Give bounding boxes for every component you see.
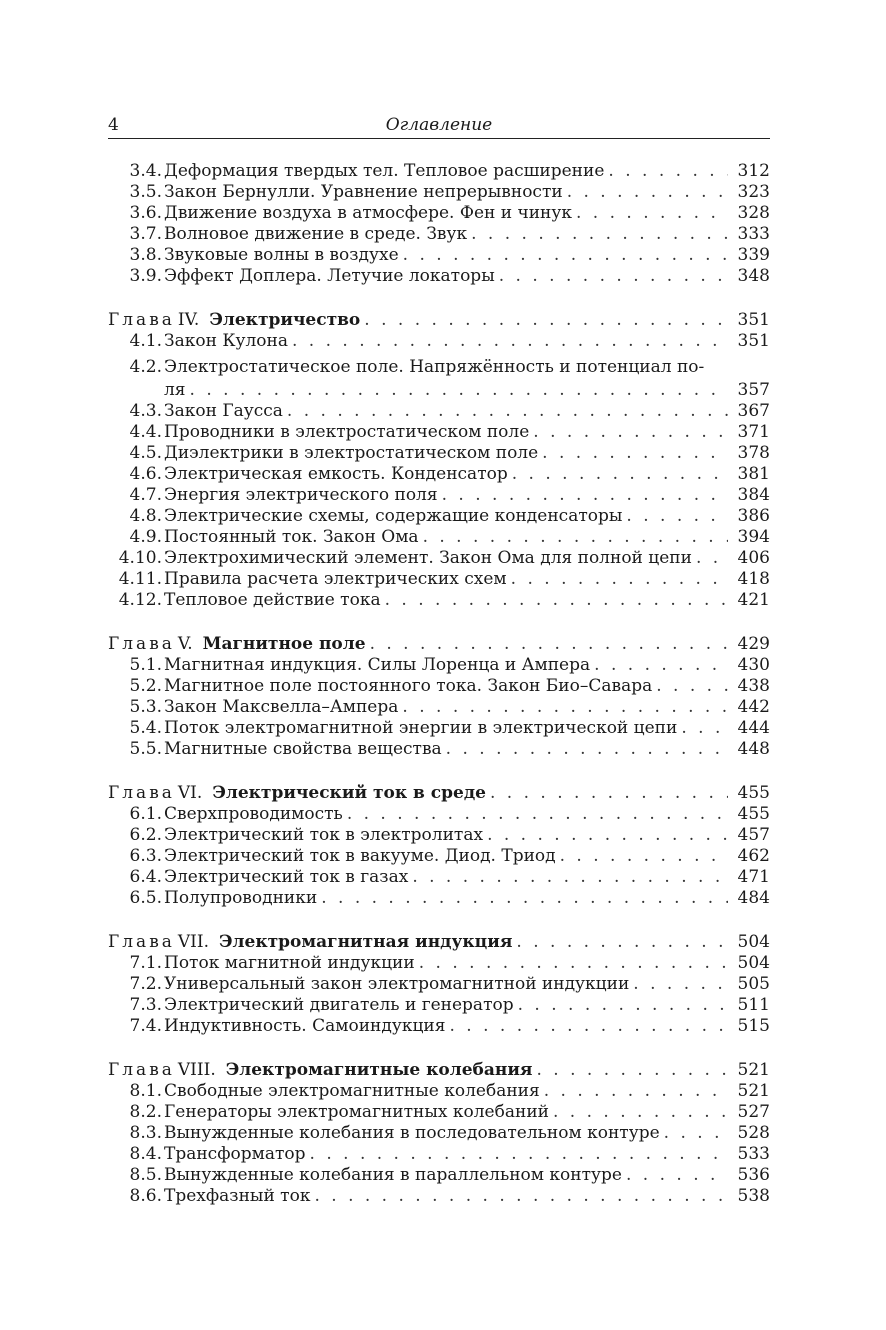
section-title: Поток магнитной индукции bbox=[164, 953, 415, 973]
section-number: 3.8. bbox=[129, 245, 162, 265]
section-number: 7.1. bbox=[129, 953, 162, 973]
toc-entry[interactable] bbox=[108, 1144, 770, 1165]
chapter-number: VII. bbox=[177, 932, 210, 952]
dot-leader bbox=[540, 1081, 728, 1102]
dot-leader bbox=[438, 485, 728, 506]
toc-entry[interactable] bbox=[108, 266, 770, 287]
section-title: Свободные электромагнитные колебания bbox=[164, 1081, 540, 1101]
section-title: Эффект Доплера. Летучие локаторы bbox=[164, 266, 495, 286]
section-number: 4.2. bbox=[129, 357, 162, 377]
toc-entry[interactable] bbox=[108, 739, 770, 760]
section-number: 6.1. bbox=[129, 804, 162, 824]
section-number: 4.8. bbox=[129, 506, 162, 526]
section-number: 6.5. bbox=[129, 888, 162, 908]
dot-leader bbox=[483, 825, 728, 846]
dot-leader bbox=[660, 1123, 728, 1144]
section-number: 8.2. bbox=[129, 1102, 162, 1122]
toc-entry[interactable] bbox=[108, 846, 770, 867]
section-number: 7.4. bbox=[129, 1016, 162, 1036]
page-reference: 538 bbox=[737, 1186, 770, 1206]
section-number: 5.2. bbox=[129, 676, 162, 696]
dot-leader bbox=[507, 569, 728, 590]
section-number: 8.3. bbox=[129, 1123, 162, 1143]
page-reference: 533 bbox=[737, 1144, 770, 1164]
page-reference: 505 bbox=[737, 974, 770, 994]
section-title: Поток электромагнитной энергии в электрической цепи bbox=[164, 718, 678, 738]
toc-entry[interactable] bbox=[108, 161, 770, 182]
chapter-label: Глава bbox=[108, 1060, 175, 1080]
section-number: 3.5. bbox=[129, 182, 162, 202]
page-reference: 406 bbox=[737, 548, 770, 568]
section-number: 5.3. bbox=[129, 697, 162, 717]
toc-entry[interactable] bbox=[108, 888, 770, 909]
section-number: 3.4. bbox=[129, 161, 162, 181]
dot-leader bbox=[512, 932, 728, 953]
toc-entry[interactable] bbox=[108, 1123, 770, 1144]
page-reference: 339 bbox=[737, 245, 770, 265]
dot-leader bbox=[288, 331, 728, 352]
page-reference: 312 bbox=[737, 161, 770, 181]
section-number: 8.4. bbox=[129, 1144, 162, 1164]
page-reference: 484 bbox=[737, 888, 770, 908]
chapter-heading[interactable] bbox=[108, 783, 770, 804]
page-reference: 384 bbox=[737, 485, 770, 505]
page-reference: 457 bbox=[737, 825, 770, 845]
running-head bbox=[108, 112, 770, 139]
toc-entry[interactable] bbox=[108, 464, 770, 485]
toc-entry[interactable] bbox=[108, 506, 770, 527]
page-reference: 333 bbox=[737, 224, 770, 244]
section-number: 4.11. bbox=[118, 569, 162, 589]
book-page bbox=[108, 112, 770, 1207]
section-title: Универсальный закон электромагнитной индукции bbox=[164, 974, 630, 994]
page-reference: 323 bbox=[737, 182, 770, 202]
chapter-label: Глава bbox=[108, 783, 175, 803]
toc-entry[interactable] bbox=[108, 182, 770, 203]
section-number: 4.4. bbox=[129, 422, 162, 442]
page-reference: 381 bbox=[737, 464, 770, 484]
toc-entry[interactable] bbox=[108, 245, 770, 266]
section-title: Диэлектрики в электростатическом поле bbox=[164, 443, 539, 463]
chapter-title: Электромагнитные колебания bbox=[225, 1060, 533, 1080]
running-title: Оглавление bbox=[385, 115, 493, 135]
chapter-number: V. bbox=[177, 634, 193, 654]
chapter-number: IV. bbox=[177, 310, 200, 330]
toc-entry[interactable] bbox=[108, 974, 770, 995]
section-title: Волновое движение в среде. Звук bbox=[164, 224, 468, 244]
toc-entry[interactable] bbox=[108, 224, 770, 245]
section-title: Генераторы электромагнитных колебаний bbox=[164, 1102, 549, 1122]
dot-leader bbox=[310, 1186, 728, 1207]
section-number: 7.3. bbox=[129, 995, 162, 1015]
dot-leader bbox=[563, 182, 728, 203]
dot-leader bbox=[529, 422, 728, 443]
dot-leader bbox=[366, 634, 728, 655]
page-reference: 429 bbox=[737, 634, 770, 654]
section-title: Полупроводники bbox=[164, 888, 318, 908]
dot-leader bbox=[604, 161, 728, 182]
section-number: 5.5. bbox=[129, 739, 162, 759]
section-title: Вынужденные колебания в параллельном контуре bbox=[164, 1165, 622, 1185]
dot-leader bbox=[486, 783, 728, 804]
page-reference: 471 bbox=[737, 867, 770, 887]
toc-entry[interactable] bbox=[108, 590, 770, 611]
section-title: Деформация твердых тел. Тепловое расширение bbox=[164, 161, 605, 181]
dot-leader bbox=[538, 443, 728, 464]
section-number: 4.12. bbox=[118, 590, 162, 610]
section-title: Электрический ток в вакууме. Диод. Триод bbox=[164, 846, 556, 866]
dot-leader bbox=[445, 1016, 728, 1037]
dot-leader bbox=[572, 203, 728, 224]
section-title: Проводники в электростатическом поле bbox=[164, 422, 530, 442]
page-reference: 448 bbox=[737, 739, 770, 759]
section-number: 5.1. bbox=[129, 655, 162, 675]
section-title: Трансформатор bbox=[164, 1144, 306, 1164]
chapter-title: Электромагнитная индукция bbox=[219, 932, 513, 952]
section-title: Электрические схемы, содержащие конденсаторы bbox=[164, 506, 623, 526]
toc-entry[interactable] bbox=[108, 825, 770, 846]
page-reference: 511 bbox=[737, 995, 770, 1015]
section-number: 4.9. bbox=[129, 527, 162, 547]
section-title: Электрическая емкость. Конденсатор bbox=[164, 464, 508, 484]
page-reference: 371 bbox=[737, 422, 770, 442]
page-number: 4 bbox=[108, 115, 119, 135]
section-number: 8.5. bbox=[129, 1165, 162, 1185]
dot-leader bbox=[622, 506, 728, 527]
chapter-heading[interactable] bbox=[108, 310, 770, 331]
page-reference: 418 bbox=[737, 569, 770, 589]
page-reference: 536 bbox=[737, 1165, 770, 1185]
toc-entry[interactable] bbox=[108, 548, 770, 569]
section-title-continued: ля bbox=[164, 380, 186, 400]
page-reference: 430 bbox=[737, 655, 770, 675]
dot-leader bbox=[381, 590, 728, 611]
section-number: 3.7. bbox=[129, 224, 162, 244]
toc-entry[interactable] bbox=[108, 697, 770, 718]
section-title: Электростатическое поле. Напряжённость и потенциал по- bbox=[164, 357, 705, 377]
toc-entry[interactable] bbox=[108, 995, 770, 1016]
dot-leader bbox=[306, 1144, 728, 1165]
dot-leader bbox=[419, 527, 728, 548]
toc-entry[interactable] bbox=[108, 804, 770, 825]
section-title: Закон Гаусса bbox=[164, 401, 283, 421]
toc-entry[interactable] bbox=[108, 203, 770, 224]
page-reference: 351 bbox=[737, 331, 770, 351]
dot-leader bbox=[652, 676, 728, 697]
toc-entry[interactable] bbox=[108, 331, 770, 352]
section-title: Закон Кулона bbox=[164, 331, 288, 351]
chapter-heading[interactable] bbox=[108, 932, 770, 953]
page-reference: 438 bbox=[737, 676, 770, 696]
section-number: 5.4. bbox=[129, 718, 162, 738]
chapter-heading[interactable] bbox=[108, 1060, 770, 1081]
dot-leader bbox=[398, 697, 728, 718]
toc-entry[interactable] bbox=[108, 401, 770, 422]
chapter-number: VIII. bbox=[177, 1060, 216, 1080]
chapter-heading[interactable] bbox=[108, 634, 770, 655]
page-reference: 442 bbox=[737, 697, 770, 717]
toc-entry[interactable] bbox=[108, 485, 770, 506]
dot-leader bbox=[514, 995, 728, 1016]
page-reference: 367 bbox=[737, 401, 770, 421]
dot-leader bbox=[549, 1102, 728, 1123]
page-reference: 328 bbox=[737, 203, 770, 223]
section-title: Закон Максвелла–Ампера bbox=[164, 697, 399, 717]
section-title: Электрический ток в электролитах bbox=[164, 825, 484, 845]
dot-leader bbox=[467, 224, 728, 245]
chapter-title: Магнитное поле bbox=[202, 634, 366, 654]
section-number: 7.2. bbox=[129, 974, 162, 994]
toc-entry[interactable] bbox=[108, 1016, 770, 1037]
dot-leader bbox=[692, 548, 728, 569]
page-reference: 421 bbox=[737, 590, 770, 610]
chapter-number: VI. bbox=[177, 783, 203, 803]
section-title: Магнитные свойства вещества bbox=[164, 739, 442, 759]
chapter-label: Глава bbox=[108, 932, 175, 952]
dot-leader bbox=[629, 974, 728, 995]
toc-entry[interactable] bbox=[108, 1165, 770, 1186]
page-reference: 378 bbox=[737, 443, 770, 463]
page-reference: 394 bbox=[737, 527, 770, 547]
dot-leader bbox=[360, 310, 728, 331]
page-reference: 351 bbox=[737, 310, 770, 330]
toc-entry[interactable] bbox=[108, 1102, 770, 1123]
dot-leader bbox=[442, 739, 728, 760]
page-reference: 528 bbox=[737, 1123, 770, 1143]
section-title: Магнитная индукция. Силы Лоренца и Ампера bbox=[164, 655, 591, 675]
toc-entry[interactable] bbox=[108, 443, 770, 464]
page-reference: 455 bbox=[737, 804, 770, 824]
page-reference: 504 bbox=[737, 932, 770, 952]
section-title: Электрический ток в газах bbox=[164, 867, 409, 887]
section-number: 8.1. bbox=[129, 1081, 162, 1101]
section-number: 8.6. bbox=[129, 1186, 162, 1206]
chapter-label: Глава bbox=[108, 310, 175, 330]
page-reference: 462 bbox=[737, 846, 770, 866]
toc-entry[interactable] bbox=[108, 676, 770, 697]
toc-entry[interactable] bbox=[108, 352, 770, 401]
section-number: 6.2. bbox=[129, 825, 162, 845]
chapter-title: Электрический ток в среде bbox=[212, 783, 486, 803]
section-title: Правила расчета электрических схем bbox=[164, 569, 507, 589]
section-number: 4.5. bbox=[129, 443, 162, 463]
page-reference: 455 bbox=[737, 783, 770, 803]
toc-entry[interactable] bbox=[108, 422, 770, 443]
section-title: Тепловое действие тока bbox=[164, 590, 381, 610]
section-number: 4.1. bbox=[129, 331, 162, 351]
dot-leader bbox=[495, 266, 728, 287]
section-number: 4.10. bbox=[118, 548, 162, 568]
dot-leader bbox=[283, 401, 728, 422]
section-number: 3.6. bbox=[129, 203, 162, 223]
page-reference: 444 bbox=[737, 718, 770, 738]
page-reference: 504 bbox=[737, 953, 770, 973]
toc-entry[interactable] bbox=[108, 569, 770, 590]
page-reference: 357 bbox=[737, 380, 770, 400]
dot-leader bbox=[317, 888, 728, 909]
section-number: 6.4. bbox=[129, 867, 162, 887]
page-reference: 527 bbox=[737, 1102, 770, 1122]
section-number: 3.9. bbox=[129, 266, 162, 286]
dot-leader bbox=[408, 867, 728, 888]
section-title: Магнитное поле постоянного тока. Закон Био–Савара bbox=[164, 676, 653, 696]
section-title: Энергия электрического поля bbox=[164, 485, 438, 505]
toc-entry[interactable] bbox=[108, 527, 770, 548]
dot-leader bbox=[677, 718, 728, 739]
chapter-title: Электричество bbox=[209, 310, 361, 330]
section-number: 4.3. bbox=[129, 401, 162, 421]
section-number: 4.6. bbox=[129, 464, 162, 484]
section-title: Электрический двигатель и генератор bbox=[164, 995, 514, 1015]
chapter-label: Глава bbox=[108, 634, 175, 654]
section-title: Электрохимический элемент. Закон Ома для полной цепи bbox=[164, 548, 692, 568]
page-reference: 515 bbox=[737, 1016, 770, 1036]
page-reference: 386 bbox=[737, 506, 770, 526]
dot-leader bbox=[590, 655, 728, 676]
section-number: 6.3. bbox=[129, 846, 162, 866]
dot-leader bbox=[508, 464, 728, 485]
toc-entry[interactable] bbox=[108, 953, 770, 974]
dot-leader bbox=[415, 953, 728, 974]
dot-leader bbox=[186, 380, 728, 401]
section-title: Трехфазный ток bbox=[164, 1186, 311, 1206]
dot-leader bbox=[343, 804, 728, 825]
toc-entry[interactable] bbox=[108, 1081, 770, 1102]
toc-entry[interactable] bbox=[108, 1186, 770, 1207]
toc-entry[interactable] bbox=[108, 718, 770, 739]
toc-entry[interactable] bbox=[108, 867, 770, 888]
toc-entry[interactable] bbox=[108, 655, 770, 676]
section-title: Звуковые волны в воздухе bbox=[164, 245, 399, 265]
section-number: 4.7. bbox=[129, 485, 162, 505]
section-title: Закон Бернулли. Уравнение непрерывности bbox=[164, 182, 563, 202]
page-reference: 521 bbox=[737, 1081, 770, 1101]
section-title: Движение воздуха в атмосфере. Фен и чинук bbox=[164, 203, 572, 223]
section-title: Сверхпроводимость bbox=[164, 804, 343, 824]
section-title: Постоянный ток. Закон Ома bbox=[164, 527, 419, 547]
section-title: Вынужденные колебания в последовательном контуре bbox=[164, 1123, 660, 1143]
dot-leader bbox=[532, 1060, 728, 1081]
dot-leader bbox=[556, 846, 728, 867]
page-reference: 348 bbox=[737, 266, 770, 286]
section-title: Индуктивность. Самоиндукция bbox=[164, 1016, 446, 1036]
dot-leader bbox=[622, 1165, 728, 1186]
dot-leader bbox=[399, 245, 728, 266]
table-of-contents bbox=[108, 161, 770, 1207]
page-reference: 521 bbox=[737, 1060, 770, 1080]
